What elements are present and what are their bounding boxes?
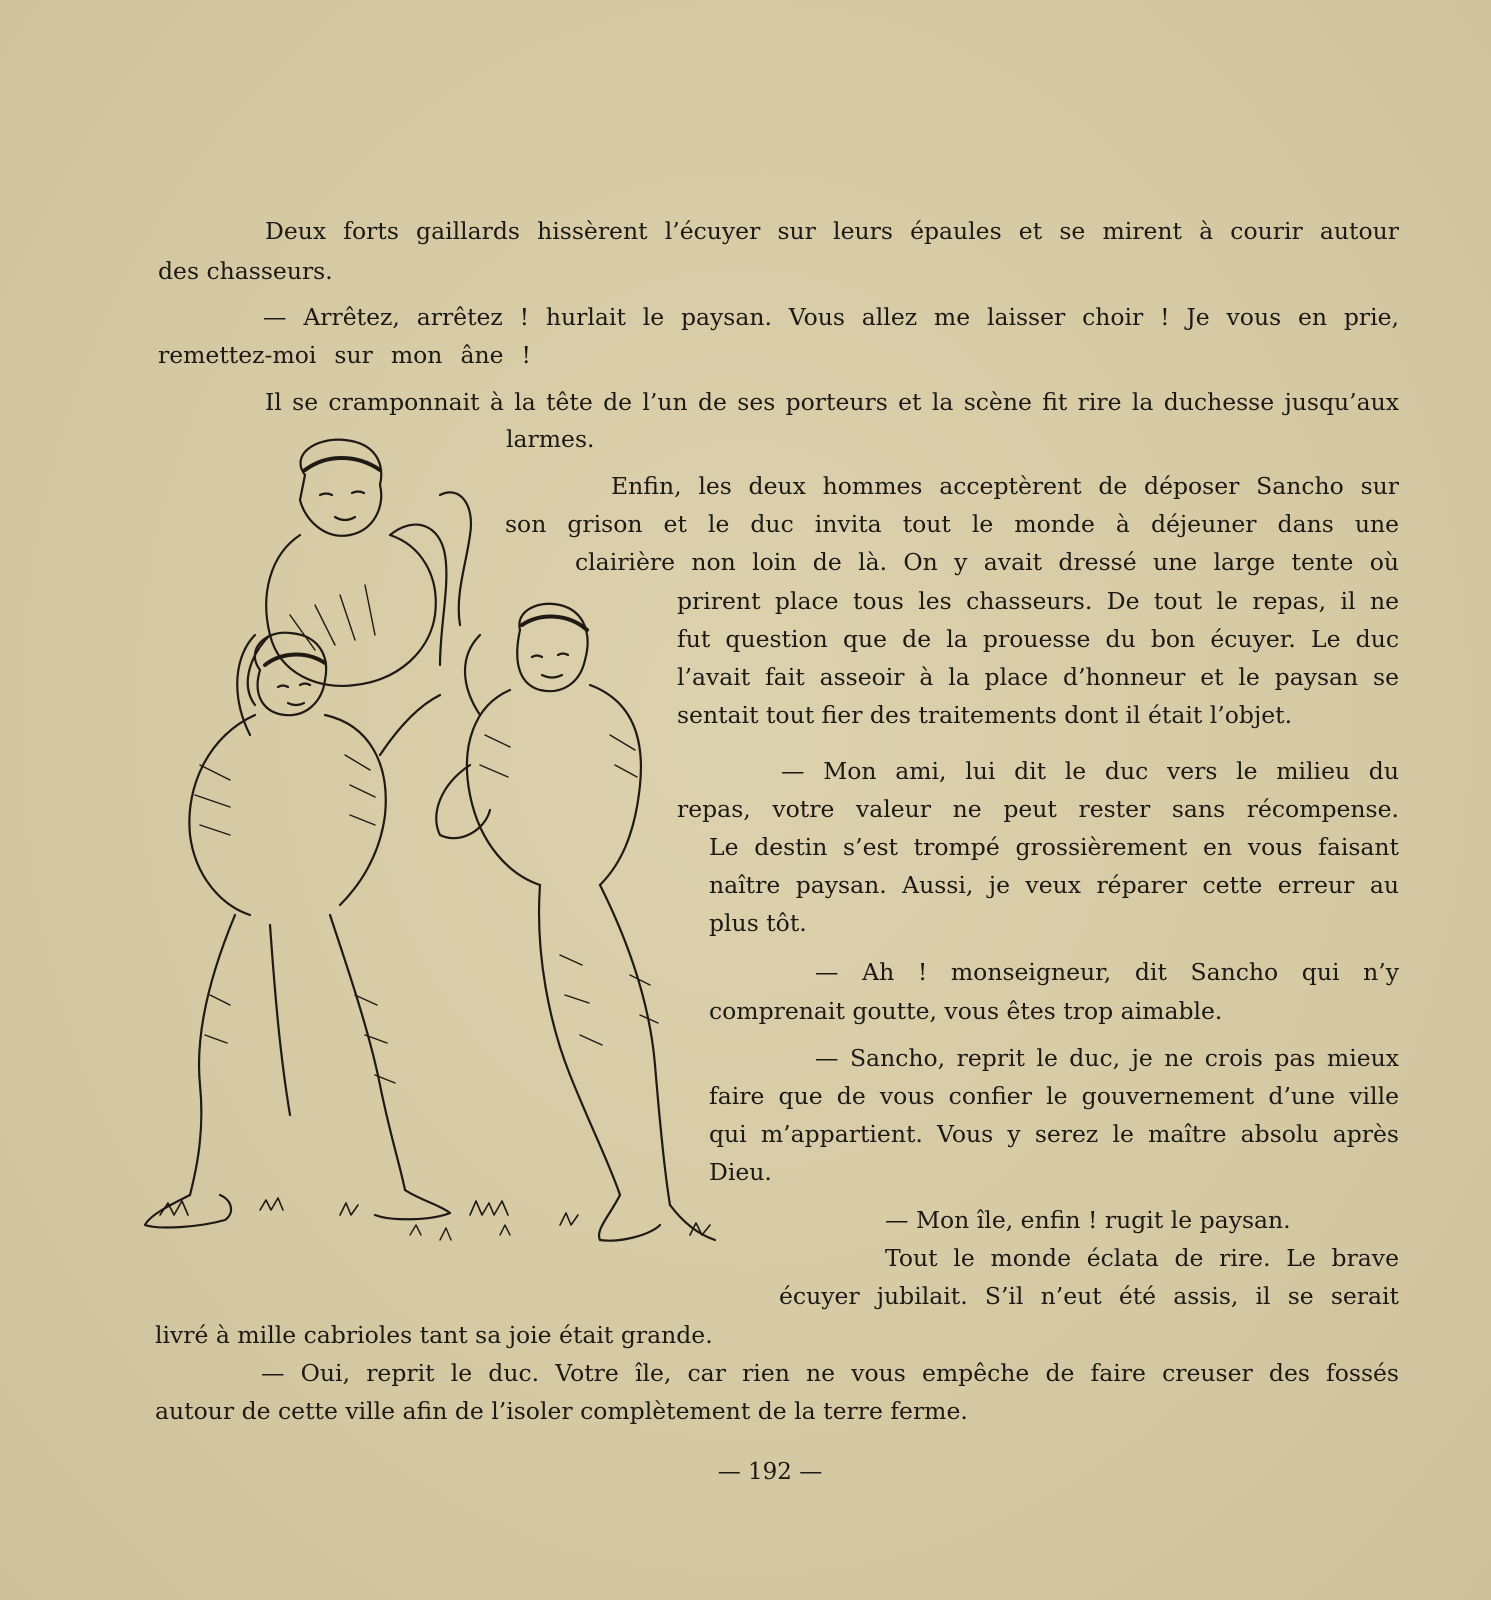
text-line: clairière non loin de là. On y avait dressé une large tente où xyxy=(575,548,1399,576)
illustration-sancho-carried xyxy=(140,435,740,1315)
page-number: — 192 — xyxy=(717,1459,823,1485)
text-line: naître paysan. Aussi, je veux réparer cette erreur au xyxy=(709,871,1399,899)
text-line: Deux forts gaillards hissèrent l’écuyer sur leurs épaules et se mirent à courir autour xyxy=(265,217,1399,245)
text-line: écuyer jubilait. S’il n’eut été assis, il se serait xyxy=(779,1282,1399,1310)
text-line: faire que de vous confier le gouvernement d’une ville xyxy=(709,1082,1399,1110)
text-line: son grison et le duc invita tout le monde à déjeuner dans une xyxy=(505,510,1399,538)
text-line: — Oui, reprit le duc. Votre île, car rien ne vous empêche de faire creuser des fossés xyxy=(261,1359,1399,1387)
text-line: Enfin, les deux hommes acceptèrent de déposer Sancho sur xyxy=(611,472,1399,500)
text-line: Dieu. xyxy=(709,1158,772,1186)
text-line: autour de cette ville afin de l’isoler complètement de la terre ferme. xyxy=(155,1397,968,1425)
text-line: — Mon ami, lui dit le duc vers le milieu du xyxy=(781,757,1399,785)
text-line: l’avait fait asseoir à la place d’honneur et le paysan se xyxy=(677,663,1399,691)
text-line: comprenait goutte, vous êtes trop aimable. xyxy=(709,997,1223,1025)
text-line: — Arrêtez, arrêtez ! hurlait le paysan. Vous allez me laisser choir ! Je vous en prie, xyxy=(263,303,1399,331)
text-line: des chasseurs. xyxy=(158,257,333,285)
text-line: repas, votre valeur ne peut rester sans récompense. xyxy=(677,795,1399,823)
text-line: plus tôt. xyxy=(709,909,807,937)
text-line: Il se cramponnait à la tête de l’un de ses porteurs et la scène fit rire la duchesse jusqu’aux xyxy=(265,388,1399,416)
text-line: sentait tout fier des traitements dont il était l’objet. xyxy=(677,701,1293,729)
text-line: — Sancho, reprit le duc, je ne crois pas mieux xyxy=(815,1044,1399,1072)
text-line: Tout le monde éclata de rire. Le brave xyxy=(885,1244,1399,1272)
text-line: remettez-moi sur mon âne ! xyxy=(158,341,531,369)
text-line: larmes. xyxy=(506,425,595,453)
text-line: fut question que de la prouesse du bon écuyer. Le duc xyxy=(677,625,1399,653)
text-line: prirent place tous les chasseurs. De tout le repas, il ne xyxy=(677,587,1399,615)
text-line: — Mon île, enfin ! rugit le paysan. xyxy=(885,1206,1291,1234)
text-line: livré à mille cabrioles tant sa joie était grande. xyxy=(155,1321,713,1349)
text-line: — Ah ! monseigneur, dit Sancho qui n’y xyxy=(815,958,1399,986)
text-line: qui m’appartient. Vous y serez le maître absolu après xyxy=(709,1120,1399,1148)
text-line: Le destin s’est trompé grossièrement en vous faisant xyxy=(709,833,1399,861)
